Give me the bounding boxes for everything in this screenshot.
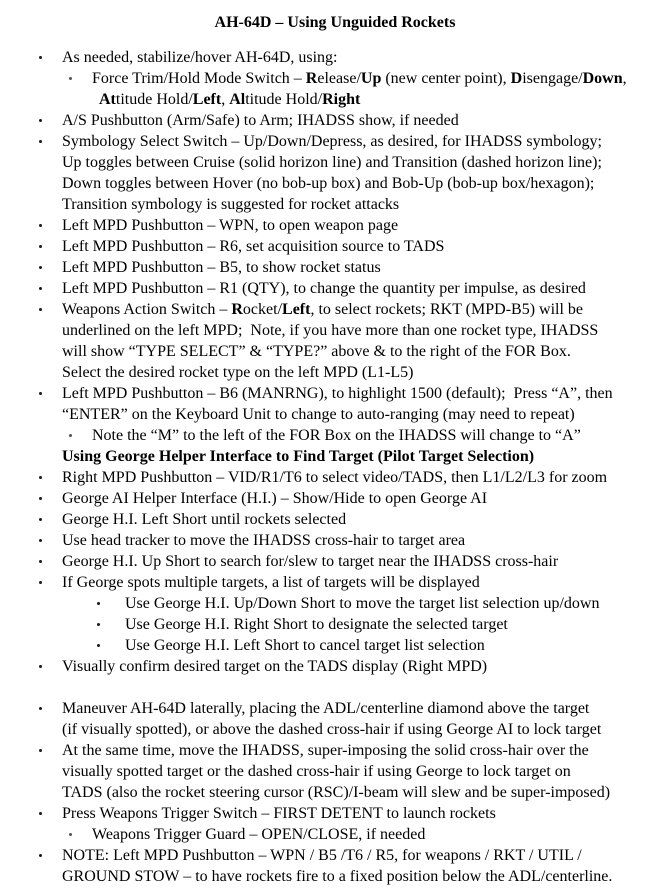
- list-item-continuation: [0, 404, 670, 425]
- line-text: Press Weapons Trigger Switch – FIRST DETENT to launch rockets: [62, 805, 496, 822]
- list-item: [0, 635, 670, 656]
- bullet-marker: [39, 140, 42, 143]
- page-title: AH-64D – Using Unguided Rockets: [214, 14, 456, 31]
- line-text: Visually confirm desired target on the TADS display (Right MPD): [62, 658, 488, 675]
- bullet-marker: [39, 665, 42, 668]
- bullet-marker: [39, 287, 42, 290]
- bullet-marker: [39, 749, 42, 752]
- list-item: [0, 488, 670, 509]
- line-text: Use head tracker to move the IHADSS cross-hair to target area: [62, 532, 466, 549]
- list-item: [0, 824, 670, 845]
- list-item: [0, 425, 670, 446]
- bullet-marker: [39, 266, 42, 269]
- list-item-continuation: [0, 362, 670, 383]
- list-item: [0, 110, 670, 131]
- line-text: Force Trim/Hold Mode Switch – Release/Up (new center point), Disengage/Down,: [92, 70, 627, 87]
- bullet-marker: [39, 707, 42, 710]
- line-text: visually spotted target or the dashed cross-hair if using George to lock target on: [62, 763, 571, 780]
- line-text: Left MPD Pushbutton – B6 (MANRNG), to highlight 1500 (default); Press “A”, then: [62, 385, 613, 402]
- section-heading: [0, 446, 670, 467]
- line-text: Weapons Trigger Guard – OPEN/CLOSE, if needed: [92, 826, 426, 843]
- line-text: underlined on the left MPD; Note, if you have more than one rocket type, IHADSS: [62, 322, 599, 339]
- bullet-marker: [39, 581, 42, 584]
- list-item: [0, 47, 670, 68]
- bullet-marker: [39, 392, 42, 395]
- line-text: Weapons Action Switch – Rocket/Left, to select rockets; RKT (MPD-B5) will be: [62, 301, 584, 318]
- line-text: Down toggles between Hover (no bob-up box) and Bob-Up (bob-up box/hexagon);: [62, 175, 595, 192]
- bullet-marker: [39, 245, 42, 248]
- list-item: [0, 68, 670, 89]
- line-text: Note the “M” to the left of the FOR Box on the IHADSS will change to “A”: [92, 427, 581, 444]
- list-item: [0, 530, 670, 551]
- line-text: Using George Helper Interface to Find Target (Pilot Target Selection): [62, 448, 535, 465]
- line-text: Right MPD Pushbutton – VID/R1/T6 to select video/TADS, then L1/L2/L3 for zoom: [62, 469, 608, 486]
- line-text: George AI Helper Interface (H.I.) – Show/Hide to open George AI: [62, 490, 488, 507]
- bullet-marker: [69, 77, 72, 80]
- line-text: Left MPD Pushbutton – WPN, to open weapon page: [62, 217, 399, 234]
- list-item-continuation: [0, 89, 670, 110]
- line-text: Left MPD Pushbutton – B5, to show rocket status: [62, 259, 381, 276]
- bullet-marker: [97, 602, 100, 605]
- list-item: [0, 845, 670, 866]
- bullet-marker: [39, 560, 42, 563]
- bullet-marker: [39, 308, 42, 311]
- list-item: [0, 593, 670, 614]
- bullet-marker: [39, 812, 42, 815]
- line-text: Symbology Select Switch – Up/Down/Depress, as desired, for IHADSS symbology;: [62, 133, 602, 150]
- bullet-marker: [39, 476, 42, 479]
- line-text: Left MPD Pushbutton – R1 (QTY), to change the quantity per impulse, as desired: [62, 280, 586, 297]
- bullet-marker: [69, 833, 72, 836]
- list-item-continuation: [0, 782, 670, 803]
- list-item: [0, 383, 670, 404]
- document-body: [0, 47, 670, 887]
- list-item: [0, 572, 670, 593]
- line-text: (if visually spotted), or above the dashed cross-hair if using George AI to lock target: [62, 721, 602, 738]
- bullet-marker: [39, 119, 42, 122]
- line-text: Attitude Hold/Left, Altitude Hold/Right: [99, 91, 361, 108]
- list-item-continuation: [0, 194, 670, 215]
- bullet-marker: [39, 518, 42, 521]
- bullet-marker: [39, 497, 42, 500]
- list-item: [0, 698, 670, 719]
- line-text: TADS (also the rocket steering cursor (RSC)/I-beam will slew and be super-imposed): [62, 784, 611, 801]
- bullet-marker: [39, 539, 42, 542]
- line-text: Maneuver AH-64D laterally, placing the ADL/centerline diamond above the target: [62, 700, 590, 717]
- list-item-continuation: [0, 341, 670, 362]
- list-item: [0, 551, 670, 572]
- line-text: Use George H.I. Right Short to designate the selected target: [125, 616, 508, 633]
- list-item-continuation: [0, 719, 670, 740]
- line-text: Use George H.I. Up/Down Short to move the target list selection up/down: [125, 595, 600, 612]
- bullet-marker: [97, 644, 100, 647]
- line-text: As needed, stabilize/hover AH-64D, using:: [62, 49, 338, 66]
- list-item: [0, 803, 670, 824]
- line-text: Left MPD Pushbutton – R6, set acquisition source to TADS: [62, 238, 445, 255]
- list-item: [0, 740, 670, 761]
- list-item-continuation: [0, 761, 670, 782]
- line-text: Transition symbology is suggested for rocket attacks: [62, 196, 400, 213]
- list-item: [0, 299, 670, 320]
- list-item: [0, 467, 670, 488]
- bullet-marker: [97, 623, 100, 626]
- line-text: George H.I. Left Short until rockets selected: [62, 511, 347, 528]
- list-item: [0, 656, 670, 677]
- line-text: will show “TYPE SELECT” & “TYPE?” above & to the right of the FOR Box.: [62, 343, 571, 360]
- bullet-marker: [69, 434, 72, 437]
- line-text: At the same time, move the IHADSS, super-imposing the solid cross-hair over the: [62, 742, 589, 759]
- list-item-continuation: [0, 320, 670, 341]
- list-item-continuation: [0, 866, 670, 887]
- list-item: [0, 509, 670, 530]
- list-item-continuation: [0, 173, 670, 194]
- line-text: George H.I. Up Short to search for/slew to target near the IHADSS cross-hair: [62, 553, 559, 570]
- blank-line: [0, 677, 670, 698]
- list-item: [0, 236, 670, 257]
- line-text: A/S Pushbutton (Arm/Safe) to Arm; IHADSS show, if needed: [62, 112, 459, 129]
- line-text: Select the desired rocket type on the left MPD (L1-L5): [62, 364, 414, 381]
- list-item: [0, 614, 670, 635]
- line-text: NOTE: Left MPD Pushbutton – WPN / B5 /T6 / R5, for weapons / RKT / UTIL /: [62, 847, 582, 864]
- list-item-continuation: [0, 152, 670, 173]
- line-text: “ENTER” on the Keyboard Unit to change to auto-ranging (may need to repeat): [62, 406, 575, 423]
- list-item: [0, 278, 670, 299]
- list-item: [0, 131, 670, 152]
- list-item: [0, 215, 670, 236]
- line-text: GROUND STOW – to have rockets fire to a fixed position below the ADL/centerline.: [62, 868, 613, 885]
- line-text: If George spots multiple targets, a list of targets will be displayed: [62, 574, 480, 591]
- bullet-marker: [39, 854, 42, 857]
- bullet-marker: [39, 56, 42, 59]
- bullet-marker: [39, 224, 42, 227]
- list-item: [0, 257, 670, 278]
- line-text: Use George H.I. Left Short to cancel target list selection: [125, 637, 485, 654]
- line-text: Up toggles between Cruise (solid horizon line) and Transition (dashed horizon line);: [62, 154, 602, 171]
